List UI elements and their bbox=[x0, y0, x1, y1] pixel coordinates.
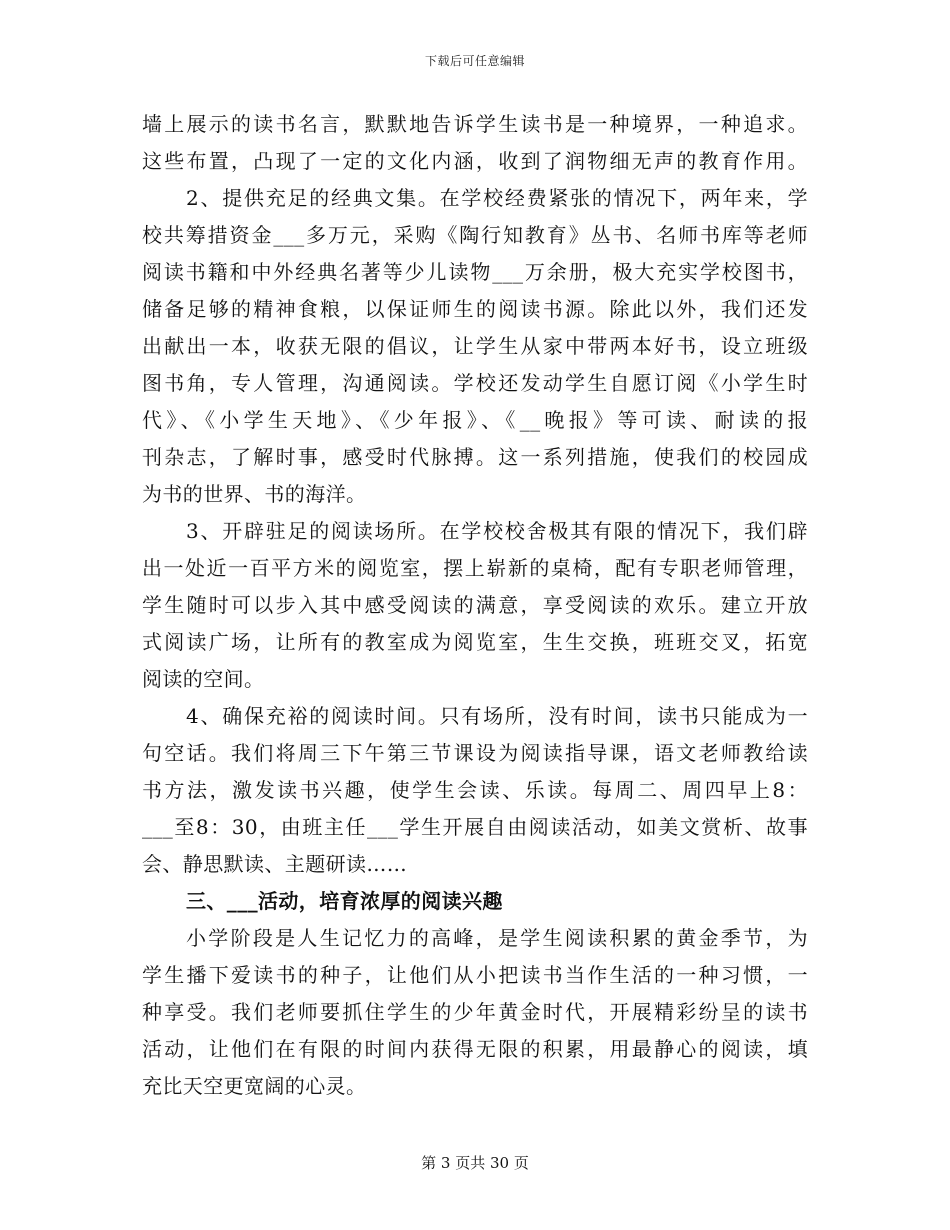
paragraph-line: 储备足够的精神食粮，以保证师生的阅读书源。除此以外，我们还发 bbox=[142, 297, 808, 321]
paragraph-line: 阅读的空间。 bbox=[142, 667, 265, 691]
paragraph-line: 出一处近一百平方米的阅览室，摆上崭新的桌椅，配有专职老师管理， bbox=[142, 556, 808, 580]
paragraph-line: 学生随时可以步入其中感受阅读的满意，享受阅读的欢乐。建立开放 bbox=[142, 593, 808, 617]
paragraph-line: 3、开辟驻足的阅读场所。在学校校舍极其有限的情况下，我们辟 bbox=[186, 519, 808, 543]
paragraph-line: 书方法，激发读书兴趣，使学生会读、乐读。每周二、周四早上8： bbox=[142, 778, 808, 802]
paragraph-line: 句空话。我们将周三下午第三节课设为阅读指导课，语文老师教给读 bbox=[142, 741, 808, 765]
paragraph-line: 4、确保充裕的阅读时间。只有场所，没有时间，读书只能成为一 bbox=[186, 704, 808, 728]
paragraph-line: 小学阶段是人生记忆力的高峰，是学生阅读积累的黄金季节，为 bbox=[186, 926, 808, 950]
page-header: 下载后可任意编辑 bbox=[424, 54, 525, 68]
paragraph-line: 2、提供充足的经典文集。在学校经费紧张的情况下，两年来，学 bbox=[186, 186, 808, 210]
paragraph-line: 代》、《小学生天地》、《少年报》、《__晚报》等可读、耐读的报 bbox=[142, 408, 808, 432]
paragraph-line: 刊杂志，了解时事，感受时代脉搏。这一系列措施，使我们的校园成 bbox=[142, 445, 808, 469]
paragraph-line: 式阅读广场，让所有的教室成为阅览室，生生交换，班班交叉，拓宽 bbox=[142, 630, 808, 654]
paragraph-line: 这些布置，凸现了一定的文化内涵，收到了润物细无声的教育作用。 bbox=[142, 149, 808, 173]
paragraph-line: 图书角，专人管理，沟通阅读。学校还发动学生自愿订阅《小学生时 bbox=[142, 371, 808, 395]
document-body bbox=[142, 106, 808, 1105]
section-heading: 三、___活动，培育浓厚的阅读兴趣 bbox=[186, 889, 503, 913]
paragraph-line: 为书的世界、书的海洋。 bbox=[142, 482, 367, 506]
paragraph-line: 种享受。我们老师要抓住学生的少年黄金时代，开展精彩纷呈的读书 bbox=[142, 1000, 808, 1024]
paragraph-line: 阅读书籍和中外经典名著等少儿读物___万余册，极大充实学校图书， bbox=[142, 260, 808, 284]
paragraph-line: 会、静思默读、主题研读…… bbox=[142, 852, 408, 876]
page-number-footer: 第 3 页共 30 页 bbox=[421, 1154, 529, 1172]
paragraph-line: 充比天空更宽阔的心灵。 bbox=[142, 1074, 367, 1098]
paragraph-line: 墙上展示的读书名言，默默地告诉学生读书是一种境界，一种追求。 bbox=[142, 112, 808, 136]
paragraph-line: 出献出一本，收获无限的倡议，让学生从家中带两本好书，设立班级 bbox=[142, 334, 808, 358]
paragraph-line: ___至8：30，由班主任___学生开展自由阅读活动，如美文赏析、故事 bbox=[142, 815, 808, 839]
paragraph-line: 学生播下爱读书的种子，让他们从小把读书当作生活的一种习惯，一 bbox=[142, 963, 808, 987]
paragraph-line: 校共筹措资金___多万元，采购《陶行知教育》丛书、名师书库等老师 bbox=[142, 223, 808, 247]
paragraph-line: 活动，让他们在有限的时间内获得无限的积累，用最静心的阅读，填 bbox=[142, 1037, 808, 1061]
